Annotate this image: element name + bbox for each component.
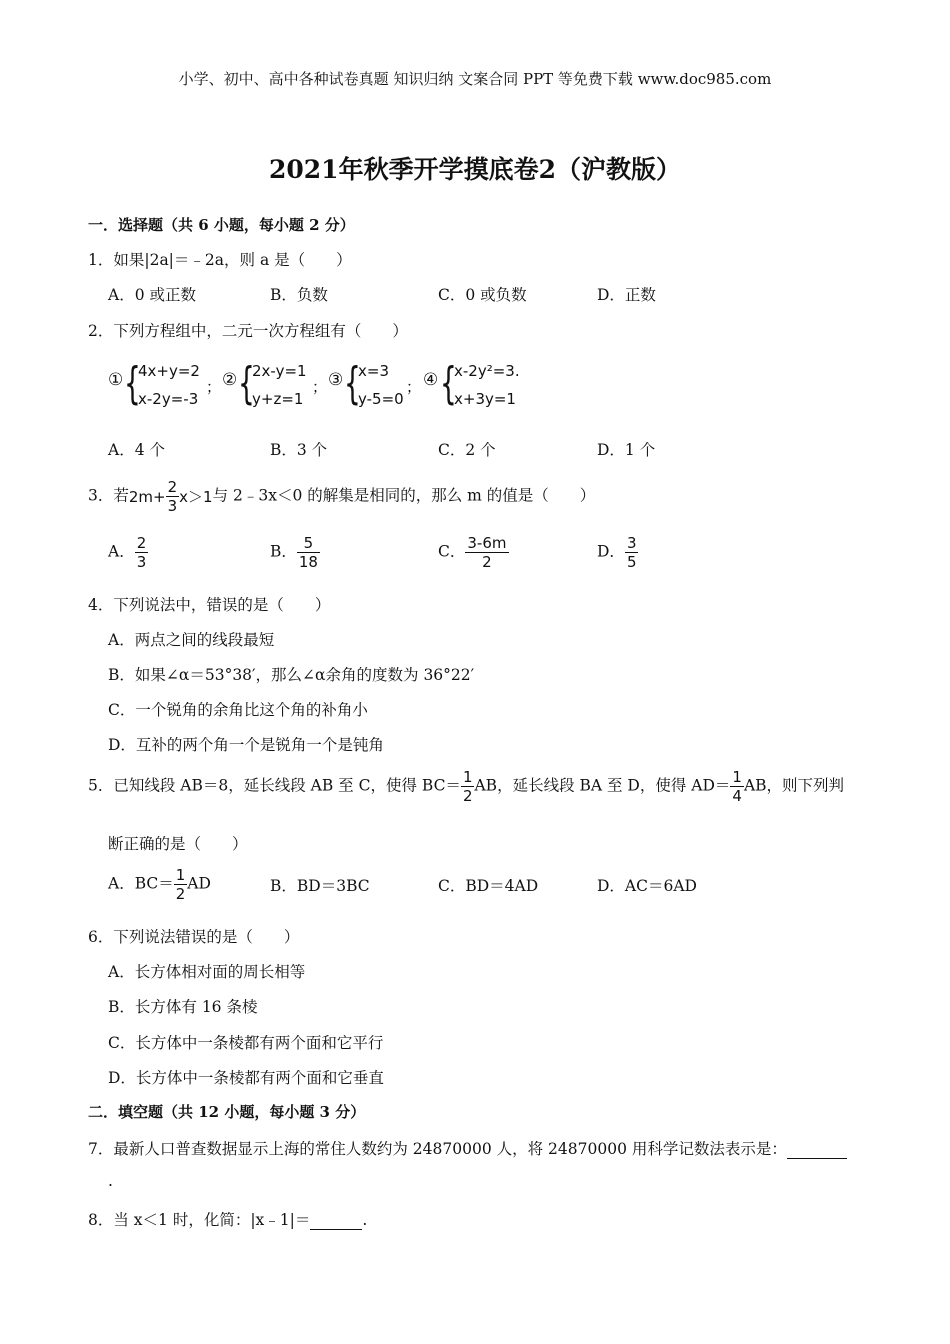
question-5-option-a bbox=[108, 866, 211, 903]
question-2-option-b: B．3 个 bbox=[270, 441, 328, 459]
fraction bbox=[174, 866, 188, 903]
fraction-denominator: 4 bbox=[732, 787, 742, 805]
option-a-prefix: A．BC＝ bbox=[108, 874, 174, 893]
fraction-numerator: 5 bbox=[297, 534, 320, 553]
question-3-option-d bbox=[597, 534, 638, 571]
question-5-part-1: 5．已知线段 AB＝8，延长线段 AB 至 C，使得 BC＝ bbox=[88, 776, 461, 795]
question-1-stem: 1．如果|2a|＝﹣2a，则 a 是（ ） bbox=[88, 251, 352, 269]
question-3-stem bbox=[88, 478, 595, 515]
fraction bbox=[465, 534, 508, 571]
expression-part-b: x＞1 bbox=[179, 488, 213, 506]
question-5-stem-continued: 断正确的是（ ） bbox=[108, 835, 248, 853]
brace-icon: { bbox=[344, 358, 361, 409]
system-4-line-2: x+3y=1 bbox=[454, 390, 516, 408]
question-1-option-c: C．0 或负数 bbox=[438, 286, 527, 304]
question-2-option-d: D．1 个 bbox=[597, 441, 656, 459]
question-3-suffix: 与 2﹣3x＜0 的解集是相同的，那么 m 的值是（ ） bbox=[212, 486, 596, 505]
fraction-denominator: 2 bbox=[482, 553, 492, 571]
system-2-line-1: 2x-y=1 bbox=[252, 362, 307, 380]
fraction-numerator: 3-6m bbox=[467, 534, 507, 552]
section-heading-fill: 二．填空题（共 12 小题，每小题 3 分） bbox=[88, 1103, 366, 1121]
option-letter: A． bbox=[108, 542, 135, 561]
system-1-line-2: x-2y=-3 bbox=[138, 390, 199, 408]
question-7-continued: . bbox=[108, 1172, 113, 1190]
question-2-option-c: C．2 个 bbox=[438, 441, 496, 459]
question-5-part-2: AB，延长线段 BA 至 D，使得 AD＝ bbox=[474, 776, 731, 795]
question-6-option-b: B．长方体有 16 条棱 bbox=[108, 998, 258, 1016]
question-5-option-c: C．BD＝4AD bbox=[438, 877, 539, 895]
fraction-numerator: 2 bbox=[136, 534, 147, 552]
fraction-denominator: 18 bbox=[298, 553, 318, 571]
fraction-numerator: 2 bbox=[167, 478, 178, 496]
question-1-option-d: D．正数 bbox=[597, 286, 656, 304]
fraction-denominator: 2 bbox=[462, 787, 473, 805]
answer-blank[interactable] bbox=[787, 1140, 847, 1159]
fraction bbox=[461, 768, 475, 805]
question-3-option-a bbox=[108, 534, 148, 571]
question-8-stem bbox=[88, 1208, 367, 1230]
system-2-line-2: y+z=1 bbox=[252, 390, 304, 408]
question-4-option-d: D．互补的两个角一个是锐角一个是钝角 bbox=[108, 736, 384, 754]
question-5-option-d: D．AC＝6AD bbox=[597, 877, 697, 895]
question-1-option-a: A．0 或正数 bbox=[108, 286, 196, 304]
question-6-stem: 6．下列说法错误的是（ ） bbox=[88, 928, 300, 946]
option-a-suffix: AD bbox=[187, 874, 211, 893]
fraction-numerator: 1 bbox=[462, 768, 473, 786]
marker-3: ③ bbox=[328, 370, 344, 390]
brace-icon: { bbox=[440, 358, 457, 409]
fraction bbox=[297, 534, 320, 571]
system-1-line-1: 4x+y=2 bbox=[138, 362, 200, 380]
question-3-prefix: 3．若 bbox=[88, 486, 129, 505]
fraction-denominator: 2 bbox=[175, 885, 186, 903]
fraction-numerator: 3 bbox=[626, 534, 637, 552]
question-4-option-a: A．两点之间的线段最短 bbox=[108, 631, 275, 649]
section-heading-choice: 一．选择题（共 6 小题，每小题 2 分） bbox=[88, 216, 355, 234]
page-title: 2021年秋季开学摸底卷2（沪教版） bbox=[269, 155, 681, 184]
question-5-option-b: B．BD＝3BC bbox=[270, 877, 370, 895]
separator: ； bbox=[406, 378, 422, 396]
option-letter: D． bbox=[597, 542, 625, 561]
question-7-stem bbox=[88, 1137, 847, 1159]
fraction-numerator: 1 bbox=[732, 768, 742, 786]
option-letter: B． bbox=[270, 542, 297, 561]
answer-blank[interactable] bbox=[310, 1211, 362, 1230]
fraction-denominator: 5 bbox=[626, 553, 637, 571]
fraction-numerator: 1 bbox=[175, 866, 186, 884]
question-4-option-b: B．如果∠α＝53°38′，那么∠α余角的度数为 36°22′ bbox=[108, 666, 475, 684]
marker-1: ① bbox=[108, 370, 124, 390]
brace-icon: { bbox=[238, 358, 255, 409]
question-1-option-b: B．负数 bbox=[270, 286, 328, 304]
question-6-option-c: C．长方体中一条棱都有两个面和它平行 bbox=[108, 1034, 384, 1052]
question-2-option-a: A．4 个 bbox=[108, 441, 165, 459]
fraction-denominator: 3 bbox=[136, 553, 147, 571]
question-3-option-b bbox=[270, 534, 320, 571]
option-letter: C． bbox=[438, 542, 466, 561]
fraction bbox=[730, 768, 744, 805]
marker-2: ② bbox=[222, 370, 238, 390]
marker-4: ④ bbox=[423, 370, 439, 390]
system-4-line-1: x-2y²=3. bbox=[454, 362, 520, 380]
question-4-option-c: C．一个锐角的余角比这个角的补角小 bbox=[108, 701, 368, 719]
question-6-option-a: A．长方体相对面的周长相等 bbox=[108, 963, 306, 981]
fraction-denominator: 3 bbox=[167, 497, 178, 515]
fraction bbox=[135, 534, 149, 571]
question-5-stem bbox=[88, 768, 844, 805]
question-4-stem: 4．下列说法中，错误的是（ ） bbox=[88, 596, 331, 614]
question-8-end: . bbox=[362, 1211, 368, 1229]
question-5-part-3: AB，则下列判 bbox=[743, 776, 845, 795]
expression-part-a: 2m+ bbox=[128, 487, 166, 506]
separator: ； bbox=[312, 378, 328, 396]
system-3-line-1: x=3 bbox=[358, 362, 389, 380]
system-3-line-2: y-5=0 bbox=[358, 390, 404, 408]
question-7-text: 7．最新人口普查数据显示上海的常住人数约为 24870000 人，将 24870000 用科学记数法表示是： bbox=[88, 1140, 787, 1158]
fraction bbox=[166, 478, 180, 515]
question-2-stem: 2．下列方程组中，二元一次方程组有（ ） bbox=[88, 322, 408, 340]
question-3-option-c bbox=[438, 534, 509, 571]
question-6-option-d: D．长方体中一条棱都有两个面和它垂直 bbox=[108, 1069, 384, 1087]
question-8-text: 8．当 x＜1 时，化简：|x﹣1|＝ bbox=[88, 1211, 311, 1229]
brace-icon: { bbox=[124, 358, 141, 409]
separator: ； bbox=[206, 378, 222, 396]
site-banner: 小学、初中、高中各种试卷真题 知识归纳 文案合同 PPT 等免费下载 www.doc985.com bbox=[178, 70, 772, 88]
fraction bbox=[625, 534, 639, 571]
